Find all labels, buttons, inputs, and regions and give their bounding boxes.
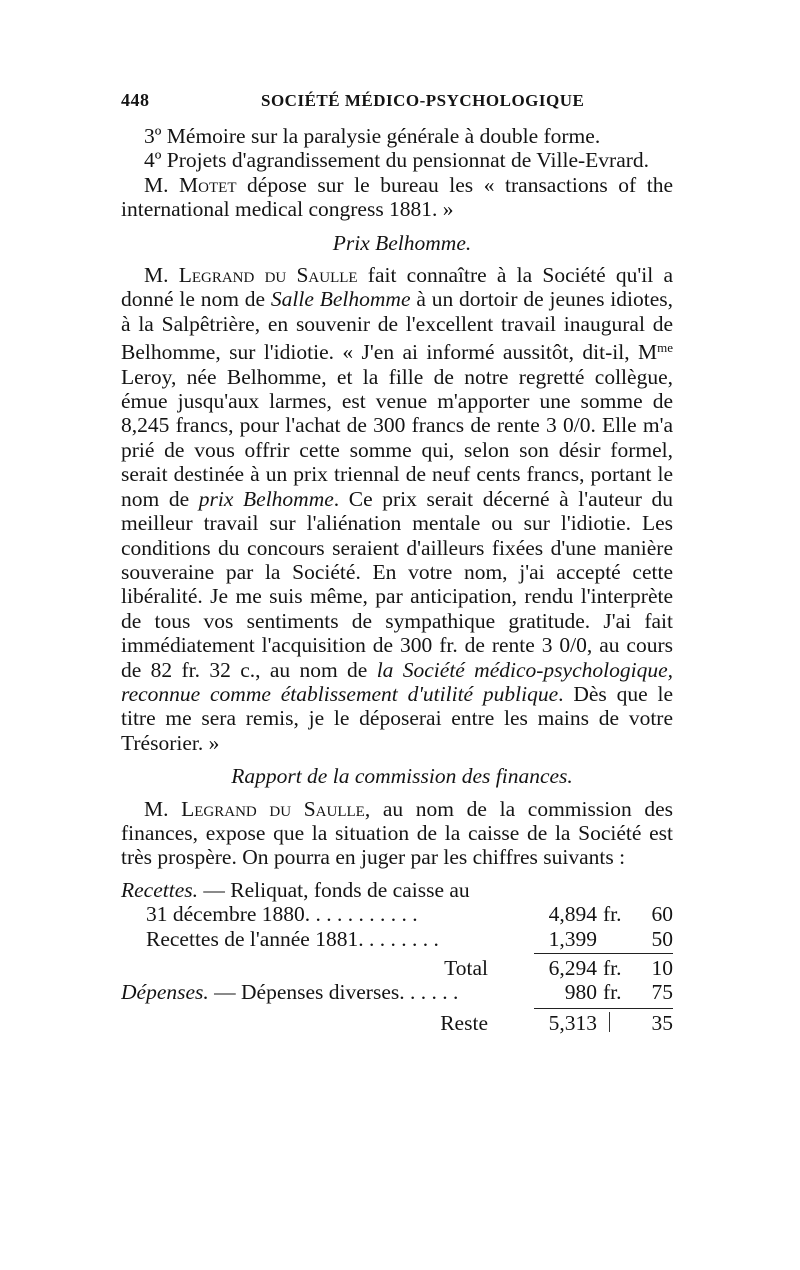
ledger-unit: fr. (603, 902, 622, 927)
recettes-label: Recettes. (121, 877, 198, 902)
total-francs: 6,294 (548, 955, 597, 980)
ledger-cents: 60 (651, 902, 673, 927)
running-title: SOCIÉTÉ MÉDICO-PSYCHOLOGIQUE (261, 91, 585, 110)
depenses-text: — Dépenses diverses. . . . . . (208, 980, 459, 1005)
finances-heading: Rapport de la commission des finances. (231, 764, 573, 789)
page (121, 88, 673, 1035)
reste-francs: 5,313 (548, 1010, 597, 1035)
sum-rule (534, 953, 673, 954)
prize-text-1: fait connaître à la Société qu'il a donné le nom de (121, 263, 673, 312)
mme-superscript: me (657, 340, 673, 356)
societe-italic: la Société médico-psychologique, reconnue comme établissement d'utilité publique (121, 657, 673, 706)
finances-paragraph (121, 797, 673, 870)
finances-text: , au nom de la commission des finances, expose que la situation de la caisse de la Société est très prospère. On pourra en juger par les chiffres suivants : (121, 796, 673, 870)
ledger-label: Recettes de l'année 1881. . . . . . . . (146, 926, 439, 951)
recettes-line (121, 878, 673, 902)
motet-text: dépose sur le bureau les « transactions of the international medical congress 1881. » (121, 172, 673, 222)
depenses-unit: fr. (603, 980, 622, 1005)
depenses-cents: 75 (651, 980, 673, 1005)
ledger-cents: 50 (651, 926, 673, 951)
total-label: Total (444, 955, 488, 980)
total-unit: fr. (603, 955, 622, 980)
prize-paragraph (121, 263, 673, 755)
prize-text-2: à un dortoir de jeunes idiotes, à la Salpêtrière, en souvenir de l'excellent travail inaugural de Belhomme, sur l'idiotie. « J'en ai informé aussitôt, dit-il, M (121, 287, 673, 365)
depenses-francs: 980 (564, 980, 597, 1005)
prize-heading: Prix Belhomme. (332, 230, 472, 255)
total-cents: 10 (651, 955, 673, 980)
prize-text-3: Leroy, née Belhomme, et la fille de notre regretté collègue, émue jusqu'aux larmes, est venue m'apporter une somme de 8,245 francs, pour l'achat de 300 francs de rente 3 0/0. Elle m'a prié de vous offrir cette somme qui, selon son désir formel, serait destinée à un prix triennal de neuf cents francs, portant le nom de (121, 364, 673, 511)
running-header (121, 88, 673, 114)
reste-label: Reste (440, 1010, 488, 1035)
ledger-label: 31 décembre 1880. . . . . . . . . . . (146, 902, 418, 927)
speaker-legrand-2: M. Legrand du Saulle (144, 796, 365, 821)
ledger-francs: 1,399 (548, 926, 597, 951)
prize-text-5: . Dès que le titre me sera remis, je le déposerai entre les mains de votre Trésorier. » (121, 681, 673, 755)
item-4: 4º Projets d'agrandissement du pensionnat de Ville-Evrard. (144, 148, 650, 173)
motet-paragraph (121, 173, 673, 222)
depenses-label: Dépenses. (121, 980, 209, 1005)
recettes-text: — Reliquat, fonds de caisse au (198, 877, 470, 902)
reste-separator (597, 1011, 633, 1035)
ledger-reste-row (121, 1011, 673, 1035)
ledger-depenses-row (121, 980, 673, 1004)
ledger-row (121, 927, 673, 951)
difference-rule (534, 1008, 673, 1009)
reste-cents: 35 (651, 1010, 673, 1035)
ledger-total-row (121, 956, 673, 980)
speaker-legrand: M. Legrand du Saulle (144, 263, 358, 288)
prix-belhomme: prix Belhomme (198, 486, 334, 511)
speaker-motet: M. Motet (144, 172, 237, 197)
ledger-row (121, 902, 673, 926)
ledger-francs: 4,894 (548, 902, 597, 927)
page-number: 448 (121, 90, 150, 110)
item-3: 3º Mémoire sur la paralysie générale à double forme. (144, 124, 601, 148)
depenses-label-wrap (121, 980, 512, 1004)
prize-text-4: . Ce prix serait décerné à l'auteur du meilleur travail sur l'aliénation mentale ou sur l'idiotie. Les conditions du concours seraient d'ailleurs fixées d'une manière souveraine par la Société. En votre nom, j'ai accepté cette libéralité. Je me suis même, par anticipation, rendu l'interprète de tous vos sentiments de sympathique gratitude. J'ai fait immédiatement l'acquisition de 300 fr. de rente 3 0/0, au cours de 82 fr. 32 c., au nom de (121, 486, 673, 682)
salle-belhomme: Salle Belhomme (270, 287, 411, 312)
